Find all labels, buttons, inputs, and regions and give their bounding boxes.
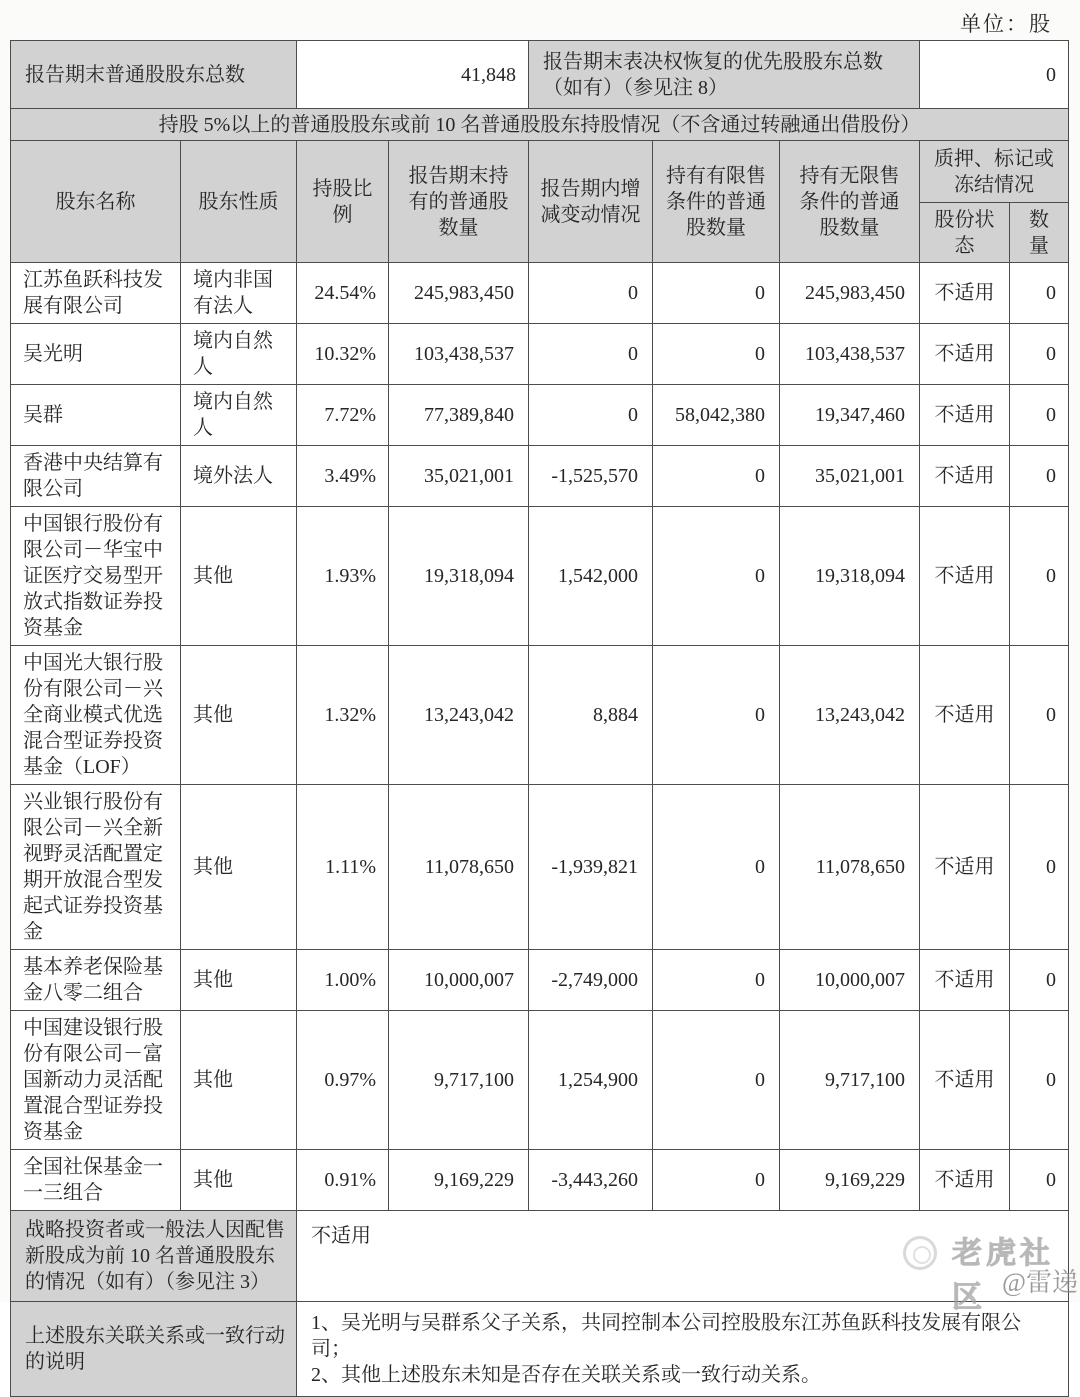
section-band-row (11, 109, 1069, 141)
shares-end-cell: 19,318,094 (389, 507, 529, 646)
col-header-restricted: 持有有限售条件的普通股数量 (653, 141, 780, 263)
change-cell: 1,254,900 (529, 1011, 653, 1150)
restricted-shares-cell: 0 (653, 446, 780, 507)
pledge-qty-cell: 0 (1010, 385, 1069, 446)
change-cell: -1,939,821 (529, 785, 653, 950)
col-header-pledge-group: 质押、标记或冻结情况 (920, 141, 1069, 203)
relationship-line-1: 1、吴光明与吴群系父子关系，共同控制本公司控股股东江苏鱼跃科技发展有限公司； (311, 1312, 1021, 1360)
pledge-status-cell: 不适用 (920, 1150, 1010, 1211)
restricted-shares-cell: 0 (653, 507, 780, 646)
pledge-status-cell: 不适用 (920, 507, 1010, 646)
ordinary-shareholders-value: 41,848 (297, 41, 529, 109)
table-row (11, 646, 1069, 785)
relationship-label: 上述股东关联关系或一致行动的说明 (11, 1302, 297, 1397)
shareholder-nature-cell: 其他 (181, 1150, 297, 1211)
watermark-author: @雷递 (1002, 1268, 1078, 1297)
table-row (11, 785, 1069, 950)
pledge-qty-cell: 0 (1010, 507, 1069, 646)
restricted-shares-cell: 0 (653, 950, 780, 1011)
pledge-status-cell: 不适用 (920, 324, 1010, 385)
col-header-ratio: 持股比例 (297, 141, 389, 263)
restricted-shares-cell: 0 (653, 324, 780, 385)
shares-end-cell: 103,438,537 (389, 324, 529, 385)
holding-ratio-cell: 3.49% (297, 446, 389, 507)
ordinary-shareholders-label: 报告期末普通股股东总数 (11, 41, 297, 109)
table-row (11, 324, 1069, 385)
table-row (11, 385, 1069, 446)
col-header-pledge-status: 股份状态 (920, 203, 1010, 263)
change-cell: 0 (529, 263, 653, 324)
shareholder-nature-cell: 境内自然人 (181, 324, 297, 385)
holding-ratio-cell: 10.32% (297, 324, 389, 385)
shareholder-name-cell: 中国光大银行股份有限公司－兴全商业模式优选混合型证券投资基金（LOF） (11, 646, 181, 785)
shareholder-nature-cell: 境内非国有法人 (181, 263, 297, 324)
table-row (11, 507, 1069, 646)
shareholder-name-cell: 吴光明 (11, 324, 181, 385)
shareholder-nature-cell: 境内自然人 (181, 385, 297, 446)
pledge-status-cell: 不适用 (920, 263, 1010, 324)
shareholder-nature-cell: 其他 (181, 646, 297, 785)
restricted-shares-cell: 58,042,380 (653, 385, 780, 446)
relationship-value (297, 1302, 1069, 1397)
shareholder-nature-cell: 其他 (181, 1011, 297, 1150)
unrestricted-shares-cell: 13,243,042 (780, 646, 920, 785)
relationship-line-2: 2、其他上述股东未知是否存在关联关系或一致行动关系。 (311, 1364, 821, 1386)
holding-ratio-cell: 24.54% (297, 263, 389, 324)
change-cell: 1,542,000 (529, 507, 653, 646)
unrestricted-shares-cell: 9,169,229 (780, 1150, 920, 1211)
shareholder-name-cell: 全国社保基金一一三组合 (11, 1150, 181, 1211)
shares-end-cell: 77,389,840 (389, 385, 529, 446)
relationship-row (11, 1302, 1069, 1397)
pledge-status-cell: 不适用 (920, 646, 1010, 785)
unrestricted-shares-cell: 10,000,007 (780, 950, 920, 1011)
summary-row (11, 41, 1069, 109)
col-header-nature: 股东性质 (181, 141, 297, 263)
holding-ratio-cell: 0.91% (297, 1150, 389, 1211)
strategic-investors-label: 战略投资者或一般法人因配售新股成为前 10 名普通股股东的情况（如有）（参见注 3） (11, 1211, 297, 1302)
unrestricted-shares-cell: 19,347,460 (780, 385, 920, 446)
col-header-change: 报告期内增减变动情况 (529, 141, 653, 263)
holding-ratio-cell: 1.32% (297, 646, 389, 785)
shares-end-cell: 245,983,450 (389, 263, 529, 324)
pledge-status-cell: 不适用 (920, 785, 1010, 950)
change-cell: 8,884 (529, 646, 653, 785)
shareholder-name-cell: 兴业银行股份有限公司－兴全新视野灵活配置定期开放混合型发起式证券投资基金 (11, 785, 181, 950)
table-row (11, 1150, 1069, 1211)
restricted-shares-cell: 0 (653, 785, 780, 950)
col-header-name: 股东名称 (11, 141, 181, 263)
shareholder-name-cell: 中国银行股份有限公司－华宝中证医疗交易型开放式指数证券投资基金 (11, 507, 181, 646)
pledge-status-cell: 不适用 (920, 1011, 1010, 1150)
shareholder-table (10, 40, 1069, 1397)
preferred-shareholders-label: 报告期末表决权恢复的优先股股东总数（如有）（参见注 8） (529, 41, 920, 109)
change-cell: 0 (529, 385, 653, 446)
change-cell: -1,525,570 (529, 446, 653, 507)
shareholder-name-cell: 基本养老保险基金八零二组合 (11, 950, 181, 1011)
preferred-shareholders-value: 0 (920, 41, 1069, 109)
pledge-qty-cell: 0 (1010, 950, 1069, 1011)
change-cell: -2,749,000 (529, 950, 653, 1011)
unrestricted-shares-cell: 245,983,450 (780, 263, 920, 324)
shares-end-cell: 35,021,001 (389, 446, 529, 507)
pledge-qty-cell: 0 (1010, 646, 1069, 785)
shares-end-cell: 9,169,229 (389, 1150, 529, 1211)
shareholder-name-cell: 江苏鱼跃科技发展有限公司 (11, 263, 181, 324)
pledge-status-cell: 不适用 (920, 385, 1010, 446)
strategic-investors-value: 不适用 (297, 1211, 1069, 1302)
unit-label: 单位：股 (960, 12, 1052, 36)
shares-end-cell: 10,000,007 (389, 950, 529, 1011)
table-row (11, 263, 1069, 324)
shareholder-rows (11, 263, 1069, 1211)
col-header-unrestricted: 持有无限售条件的普通股数量 (780, 141, 920, 263)
pledge-qty-cell: 0 (1010, 1011, 1069, 1150)
pledge-qty-cell: 0 (1010, 263, 1069, 324)
change-cell: 0 (529, 324, 653, 385)
unrestricted-shares-cell: 19,318,094 (780, 507, 920, 646)
unrestricted-shares-cell: 11,078,650 (780, 785, 920, 950)
col-header-pledge-qty: 数量 (1010, 203, 1069, 263)
holding-ratio-cell: 0.97% (297, 1011, 389, 1150)
restricted-shares-cell: 0 (653, 263, 780, 324)
shareholder-name-cell: 中国建设银行股份有限公司－富国新动力灵活配置混合型证券投资基金 (11, 1011, 181, 1150)
holding-ratio-cell: 7.72% (297, 385, 389, 446)
pledge-status-cell: 不适用 (920, 950, 1010, 1011)
holding-ratio-cell: 1.93% (297, 507, 389, 646)
unrestricted-shares-cell: 35,021,001 (780, 446, 920, 507)
pledge-qty-cell: 0 (1010, 446, 1069, 507)
holding-ratio-cell: 1.11% (297, 785, 389, 950)
shares-end-cell: 11,078,650 (389, 785, 529, 950)
col-header-shares-end: 报告期末持有的普通股数量 (389, 141, 529, 263)
restricted-shares-cell: 0 (653, 646, 780, 785)
unrestricted-shares-cell: 103,438,537 (780, 324, 920, 385)
shareholder-name-cell: 香港中央结算有限公司 (11, 446, 181, 507)
strategic-investors-row (11, 1211, 1069, 1302)
table-row (11, 446, 1069, 507)
shareholder-nature-cell: 其他 (181, 507, 297, 646)
section-title: 持股 5%以上的普通股股东或前 10 名普通股股东持股情况（不含通过转融通出借股份） (11, 109, 1069, 141)
restricted-shares-cell: 0 (653, 1011, 780, 1150)
change-cell: -3,443,260 (529, 1150, 653, 1211)
holding-ratio-cell: 1.00% (297, 950, 389, 1011)
pledge-qty-cell: 0 (1010, 1150, 1069, 1211)
restricted-shares-cell: 0 (653, 1150, 780, 1211)
shareholder-name-cell: 吴群 (11, 385, 181, 446)
watermark-brand: 老虎社区 (952, 1237, 1054, 1314)
shares-end-cell: 9,717,100 (389, 1011, 529, 1150)
shareholder-nature-cell: 其他 (181, 785, 297, 950)
table-row (11, 1011, 1069, 1150)
shareholder-nature-cell: 境外法人 (181, 446, 297, 507)
pledge-qty-cell: 0 (1010, 324, 1069, 385)
pledge-status-cell: 不适用 (920, 446, 1010, 507)
unrestricted-shares-cell: 9,717,100 (780, 1011, 920, 1150)
shareholder-nature-cell: 其他 (181, 950, 297, 1011)
header-row-top (11, 141, 1069, 203)
table-row (11, 950, 1069, 1011)
pledge-qty-cell: 0 (1010, 785, 1069, 950)
shares-end-cell: 13,243,042 (389, 646, 529, 785)
